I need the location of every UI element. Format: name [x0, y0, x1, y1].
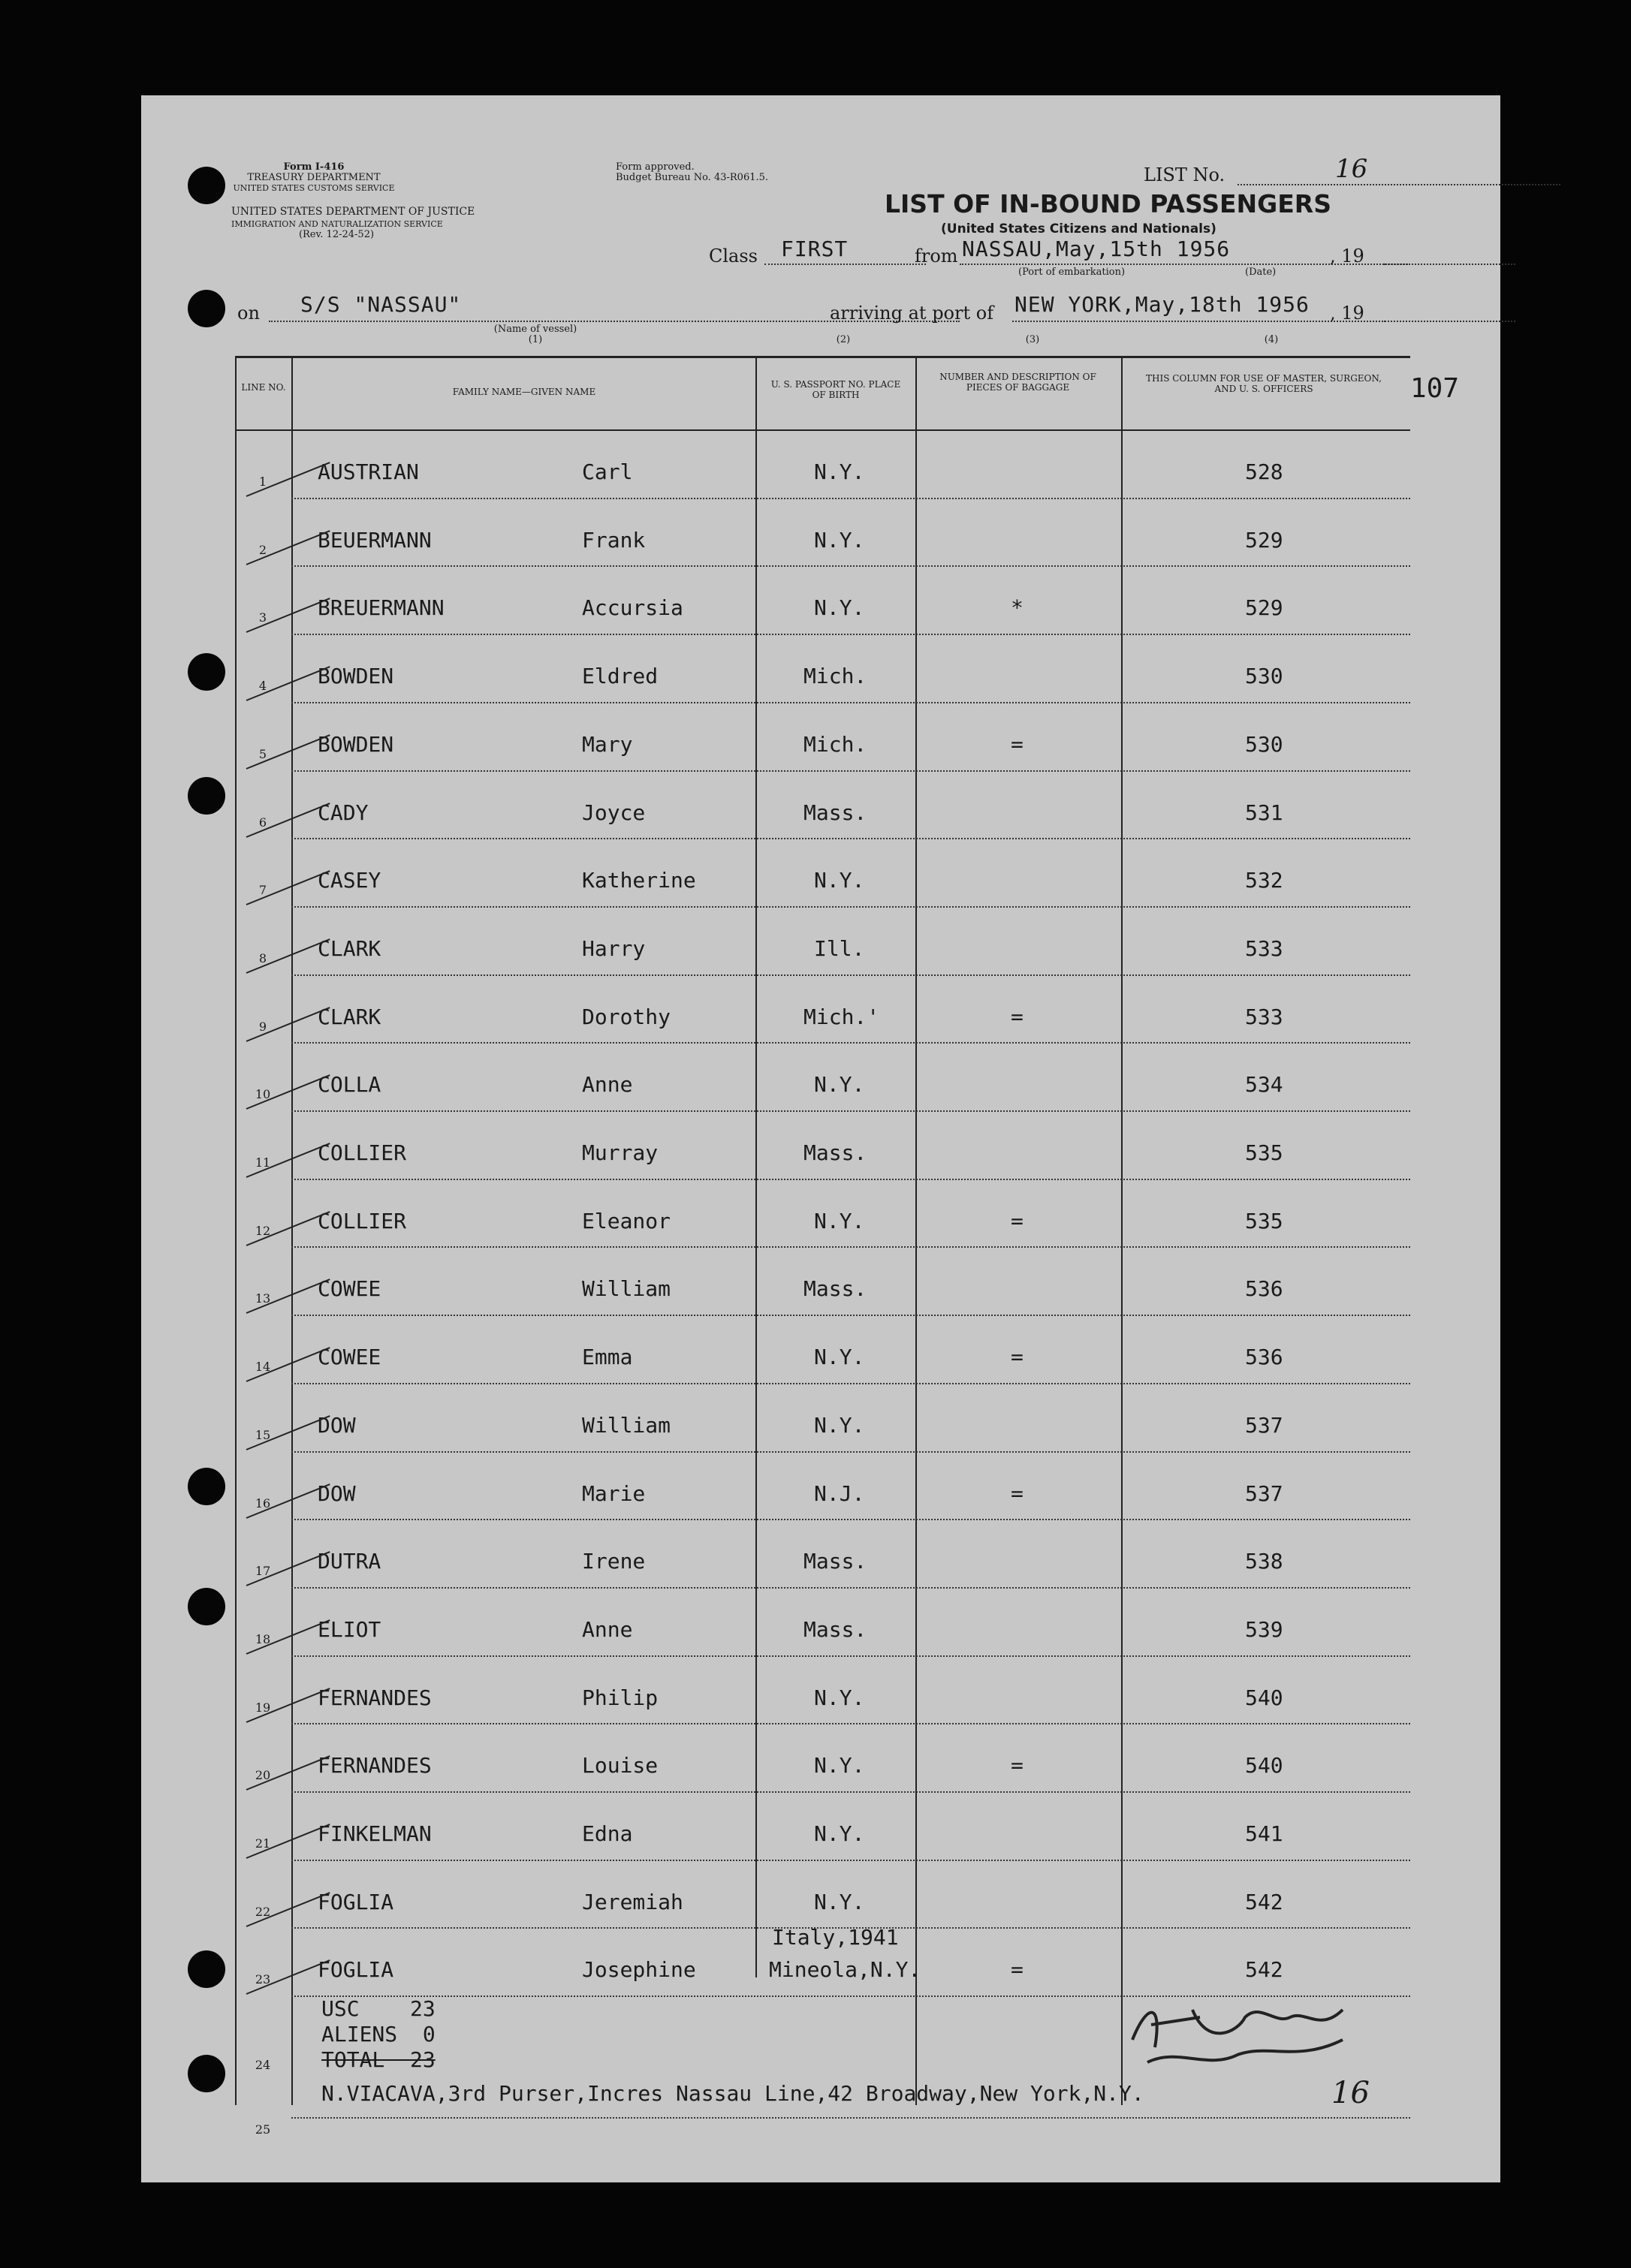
- officer-number: 535: [1245, 1208, 1283, 1233]
- given-name: Carl: [582, 459, 633, 484]
- line-number: 13: [255, 1291, 271, 1306]
- line-number: 20: [255, 1768, 271, 1783]
- given-name: Louise: [582, 1753, 659, 1779]
- line-col-border: [291, 356, 293, 2105]
- col-header-line: LINE NO.: [241, 382, 286, 393]
- row-rule: [291, 1791, 1410, 1793]
- passport-col-border: [915, 356, 917, 2105]
- family-name: CASEY: [318, 868, 381, 893]
- officer-number: 533: [1245, 1004, 1283, 1029]
- family-name: FOGLIA: [318, 1889, 394, 1914]
- row-rule: [291, 974, 1410, 976]
- family-name: AUSTRIAN: [318, 459, 419, 484]
- row-rule: [291, 1315, 1410, 1316]
- row-rule: [291, 702, 1410, 703]
- row-rule: [291, 1519, 1410, 1520]
- officer-signature: [1117, 1987, 1388, 2077]
- officer-number: 541: [1245, 1821, 1283, 1846]
- line-number: 4: [258, 679, 267, 694]
- line-number: 23: [255, 1972, 271, 1987]
- given-name: Frank: [582, 527, 646, 553]
- col-header-name: FAMILY NAME—GIVEN NAME: [452, 387, 596, 397]
- family-name: CLARK: [318, 935, 381, 961]
- given-name: William: [582, 1412, 671, 1438]
- on-label: on: [237, 303, 260, 324]
- family-name: COLLIER: [318, 1140, 407, 1165]
- family-name: DOW: [318, 1480, 356, 1506]
- row-rule: [291, 1246, 1410, 1248]
- place-of-birth: Mass.: [803, 1616, 867, 1642]
- name-col-border: [755, 356, 757, 1977]
- table-top-rule: [235, 356, 1410, 358]
- arriving-label: arriving at port of: [830, 303, 994, 324]
- year-line-1: [1384, 264, 1515, 265]
- given-name: Accursia: [582, 595, 683, 621]
- page-number: 107: [1410, 373, 1460, 404]
- place-of-birth: N.J.: [814, 1480, 865, 1506]
- page-mark: 16: [1331, 2076, 1370, 2110]
- officer-number: 533: [1245, 935, 1283, 961]
- baggage-mark: =: [1011, 1957, 1024, 1983]
- row-rule: [291, 838, 1410, 839]
- baggage-mark: =: [1011, 1480, 1024, 1506]
- justice-department: UNITED STATES DEPARTMENT OF JUSTICE: [231, 206, 475, 218]
- baggage-mark: =: [1011, 1004, 1024, 1029]
- family-name: COLLA: [318, 1072, 381, 1098]
- line-number: 6: [258, 815, 267, 830]
- punch-hole: [188, 2055, 225, 2092]
- officer-number: 530: [1245, 664, 1283, 689]
- family-name: FOGLIA: [318, 1957, 394, 1983]
- given-name: Jeremiah: [582, 1889, 683, 1914]
- row-rule: [291, 1655, 1410, 1657]
- line-number: 7: [258, 883, 267, 898]
- revision-date: (Rev. 12-24-52): [298, 229, 375, 240]
- baggage-mark: =: [1011, 731, 1024, 757]
- line-number: 2: [258, 542, 267, 557]
- col-number-3: (3): [1025, 334, 1040, 345]
- officer-number: 540: [1245, 1753, 1283, 1779]
- line-number: 11: [255, 1155, 271, 1170]
- table-header-rule: [235, 429, 1410, 431]
- place-of-birth: Mineola,N.Y.: [769, 1957, 921, 1983]
- given-name: Eldred: [582, 664, 659, 689]
- row-rule: [291, 1451, 1410, 1453]
- row-rule: [291, 634, 1410, 635]
- line-number: 10: [255, 1087, 271, 1102]
- line-number: 14: [255, 1360, 271, 1375]
- row-rule: [291, 1110, 1410, 1112]
- officer-number: 535: [1245, 1140, 1283, 1165]
- row-rule: [291, 1042, 1410, 1044]
- col-header-baggage: NUMBER AND DESCRIPTION OF PIECES OF BAGGAGE: [939, 372, 1096, 393]
- family-name: FERNANDES: [318, 1685, 432, 1710]
- officer-number: 536: [1245, 1276, 1283, 1302]
- family-name: BOWDEN: [318, 664, 394, 689]
- line-number: 12: [255, 1223, 271, 1238]
- given-name: Marie: [582, 1480, 646, 1506]
- baggage-mark: =: [1011, 1753, 1024, 1779]
- class-value: FIRST: [781, 236, 849, 261]
- year-suffix-2: , 19: [1330, 303, 1364, 324]
- form-number: Form I-416: [283, 161, 345, 173]
- line-number: 17: [255, 1564, 271, 1579]
- list-number-line: [1238, 184, 1560, 185]
- col-number-4: (4): [1264, 334, 1279, 345]
- punch-hole: [188, 1588, 225, 1625]
- given-name: William: [582, 1276, 671, 1302]
- line-number: 15: [255, 1427, 271, 1442]
- given-name: Katherine: [582, 868, 696, 893]
- summary-total: TOTAL 23: [321, 2047, 436, 2072]
- class-line: [764, 264, 926, 265]
- line-number: 1: [258, 474, 267, 489]
- col-number-2: (2): [836, 334, 851, 345]
- officer-number: 542: [1245, 1957, 1283, 1983]
- officer-number: 528: [1245, 459, 1283, 484]
- place-of-birth: Mass.: [803, 1140, 867, 1165]
- row-23-birth-extra: Italy,1941: [772, 1925, 899, 1950]
- vessel-name: S/S "NASSAU": [300, 292, 462, 317]
- form-approved: Form approved.: [616, 161, 695, 173]
- place-of-birth: N.Y.: [814, 868, 865, 893]
- given-name: Irene: [582, 1549, 646, 1574]
- line-number: 22: [255, 1904, 271, 1919]
- punch-hole: [188, 1468, 225, 1505]
- place-of-birth: N.Y.: [814, 1889, 865, 1914]
- place-of-birth: N.Y.: [814, 1753, 865, 1779]
- punch-hole: [188, 167, 225, 204]
- line-number: 9: [258, 1019, 267, 1034]
- row-rule: [291, 770, 1410, 772]
- form-subtitle: (United States Citizens and Nationals): [941, 221, 1216, 236]
- given-name: Edna: [582, 1821, 633, 1846]
- officer-number: 534: [1245, 1072, 1283, 1098]
- class-label: Class: [709, 245, 758, 267]
- given-name: Murray: [582, 1140, 659, 1165]
- line-number: 3: [258, 610, 267, 625]
- officer-number: 538: [1245, 1549, 1283, 1574]
- family-name: BREUERMANN: [318, 595, 445, 621]
- place-of-birth: N.Y.: [814, 527, 865, 553]
- given-name: Josephine: [582, 1957, 696, 1983]
- place-of-birth: N.Y.: [814, 595, 865, 621]
- family-name: FERNANDES: [318, 1753, 432, 1779]
- table-left-border: [235, 356, 237, 2105]
- treasury-department: TREASURY DEPARTMENT: [247, 172, 381, 183]
- line-number: 19: [255, 1700, 271, 1715]
- from-value: NASSAU,May,15th 1956: [962, 236, 1231, 261]
- col-header-passport: U. S. PASSPORT NO. PLACE OF BIRTH: [770, 379, 901, 400]
- vessel-col-number: (1): [528, 334, 543, 345]
- baggage-mark: =: [1011, 1345, 1024, 1370]
- line-number-25: 25: [255, 2122, 271, 2137]
- place-of-birth: Mich.: [803, 664, 867, 689]
- punch-hole: [188, 1950, 225, 1988]
- given-name: Harry: [582, 935, 646, 961]
- officer-number: 532: [1245, 868, 1283, 893]
- place-of-birth: N.Y.: [814, 459, 865, 484]
- baggage-mark: =: [1011, 1208, 1024, 1233]
- arrival-value: NEW YORK,May,18th 1956: [1014, 292, 1310, 317]
- row-rule: [291, 498, 1410, 499]
- given-name: Philip: [582, 1685, 659, 1710]
- place-of-birth: N.Y.: [814, 1345, 865, 1370]
- officer-number: 542: [1245, 1889, 1283, 1914]
- officer-number: 530: [1245, 731, 1283, 757]
- row-rule: [291, 906, 1410, 908]
- given-name: Mary: [582, 731, 633, 757]
- line-number: 21: [255, 1836, 271, 1851]
- summary-aliens: ALIENS 0: [321, 2022, 436, 2047]
- customs-service: UNITED STATES CUSTOMS SERVICE: [233, 183, 395, 193]
- place-of-birth: N.Y.: [814, 1685, 865, 1710]
- line-number-24: 24: [255, 2058, 271, 2072]
- family-name: COWEE: [318, 1345, 381, 1370]
- punch-hole: [188, 777, 225, 815]
- line-number: 16: [255, 1495, 271, 1510]
- officer-number: 540: [1245, 1685, 1283, 1710]
- year-line-2: [1384, 321, 1515, 322]
- family-name: COLLIER: [318, 1208, 407, 1233]
- list-number: 16: [1335, 154, 1368, 184]
- given-name: Anne: [582, 1072, 633, 1098]
- purser-signature-line: N.VIACAVA,3rd Purser,Incres Nassau Line,42 Broadway,New York,N.Y.: [321, 2081, 1144, 2106]
- place-of-birth: N.Y.: [814, 1208, 865, 1233]
- line-number: 18: [255, 1631, 271, 1646]
- given-name: Eleanor: [582, 1208, 671, 1233]
- place-of-birth: Mich.: [803, 731, 867, 757]
- family-name: DUTRA: [318, 1549, 381, 1574]
- place-of-birth: Mass.: [803, 800, 867, 825]
- family-name: ELIOT: [318, 1616, 381, 1642]
- place-of-birth: Mich.': [803, 1004, 880, 1029]
- place-of-birth: N.Y.: [814, 1072, 865, 1098]
- family-name: CLARK: [318, 1004, 381, 1029]
- baggage-col-border: [1121, 356, 1123, 2105]
- row-rule: [291, 1383, 1410, 1384]
- row-rule: [291, 1587, 1410, 1589]
- vessel-caption: (Name of vessel): [493, 324, 577, 335]
- given-name: Joyce: [582, 800, 646, 825]
- year-suffix-1: , 19: [1330, 245, 1364, 267]
- family-name: BOWDEN: [318, 731, 394, 757]
- line-number: 5: [258, 746, 267, 761]
- date-caption: (Date): [1245, 267, 1277, 278]
- document-page: [141, 95, 1500, 2182]
- budget-bureau: Budget Bureau No. 43-R061.5.: [616, 172, 769, 183]
- given-name: Dorothy: [582, 1004, 671, 1029]
- family-name: DOW: [318, 1412, 356, 1438]
- immigration-service: IMMIGRATION AND NATURALIZATION SERVICE: [231, 219, 443, 229]
- place-of-birth: Mass.: [803, 1549, 867, 1574]
- officer-number: 529: [1245, 527, 1283, 553]
- given-name: Anne: [582, 1616, 633, 1642]
- place-of-birth: N.Y.: [814, 1412, 865, 1438]
- family-name: FINKELMAN: [318, 1821, 432, 1846]
- punch-hole: [188, 653, 225, 691]
- officer-number: 536: [1245, 1345, 1283, 1370]
- officer-number: 537: [1245, 1480, 1283, 1506]
- family-name: COWEE: [318, 1276, 381, 1302]
- officer-number: 529: [1245, 595, 1283, 621]
- from-label: from: [915, 245, 958, 267]
- given-name: Emma: [582, 1345, 633, 1370]
- punch-hole: [188, 290, 225, 327]
- officer-number: 539: [1245, 1616, 1283, 1642]
- list-label: LIST No.: [1144, 164, 1226, 185]
- place-of-birth: N.Y.: [814, 1821, 865, 1846]
- line-number: 8: [258, 950, 267, 965]
- officer-number: 531: [1245, 800, 1283, 825]
- row-rule: [291, 565, 1410, 567]
- row-rule: [291, 1723, 1410, 1724]
- row-rule: [291, 1860, 1410, 1861]
- officer-number: 537: [1245, 1412, 1283, 1438]
- col-header-officers: THIS COLUMN FOR USE OF MASTER, SURGEON, AND U. S. OFFICERS: [1146, 373, 1382, 394]
- summary-usc: USC 23: [321, 1996, 436, 2021]
- row-rule: [291, 1179, 1410, 1180]
- form-title: LIST OF IN-BOUND PASSENGERS: [885, 189, 1331, 218]
- port-caption: (Port of embarkation): [1018, 267, 1126, 278]
- baggage-mark: *: [1011, 595, 1024, 621]
- family-name: BEUERMANN: [318, 527, 432, 553]
- place-of-birth: Ill.: [814, 935, 865, 961]
- row-25-rule: [291, 2117, 1410, 2119]
- place-of-birth: Mass.: [803, 1276, 867, 1302]
- family-name: CADY: [318, 800, 369, 825]
